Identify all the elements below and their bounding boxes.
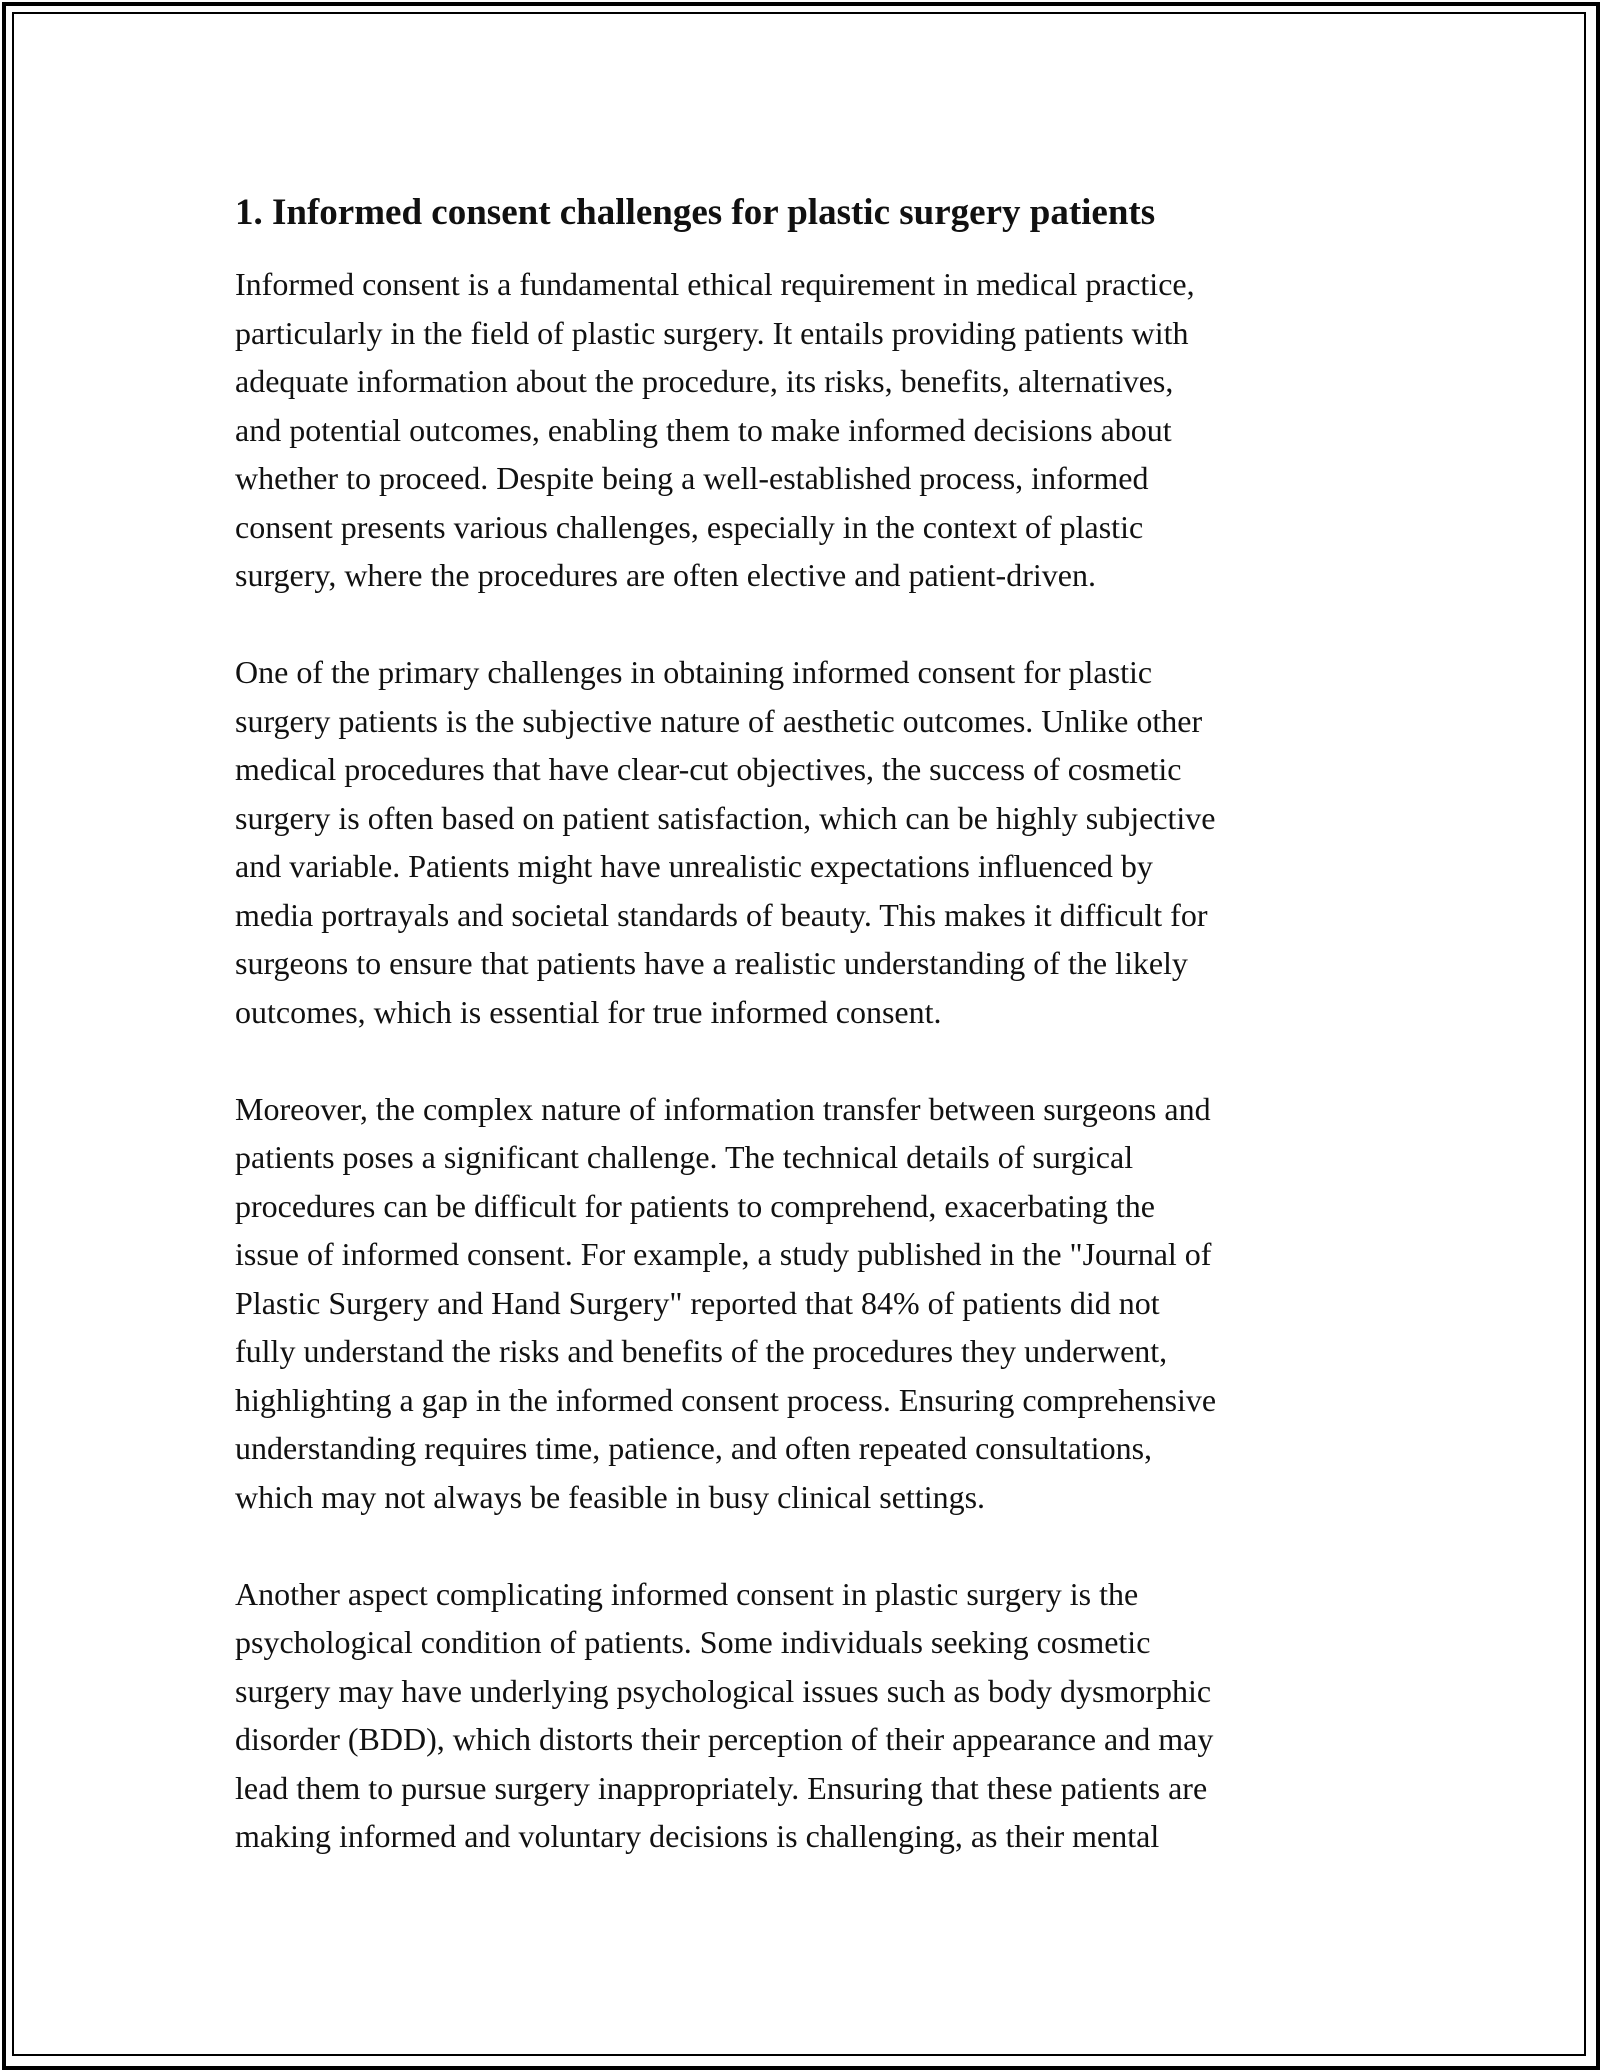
text-line: understanding requires time, patience, and often repeated consultations, bbox=[235, 1430, 1153, 1466]
text-line: Plastic Surgery and Hand Surgery" reported that 84% of patients did not bbox=[235, 1284, 1160, 1321]
text-line: which may not always be feasible in busy clinical settings. bbox=[235, 1478, 986, 1515]
text-line: surgery patients is the subjective nature of aesthetic outcomes. Unlike other bbox=[235, 702, 1203, 739]
text-line: surgery is often based on patient satisfaction, which can be highly subjective bbox=[235, 799, 1216, 836]
text-line: particularly in the field of plastic surgery. It entails providing patients with bbox=[235, 314, 1189, 351]
text-line: issue of informed consent. For example, a study published in the "Journal of bbox=[235, 1236, 1212, 1272]
text-line: disorder (BDD), which distorts their perception of their appearance and may bbox=[235, 1721, 1214, 1757]
text-line: surgery may have underlying psychological issues such as body dysmorphic bbox=[235, 1672, 1212, 1709]
text-line: consent presents various challenges, especially in the context of plastic bbox=[235, 508, 1144, 545]
text-line: fully understand the risks and benefits of the procedures they underwent, bbox=[235, 1333, 1168, 1369]
document-body bbox=[235, 188, 1375, 1909]
text-line: media portrayals and societal standards of beauty. This makes it difficult for bbox=[235, 896, 1208, 933]
text-line: surgeons to ensure that patients have a realistic understanding of the likely bbox=[235, 945, 1188, 981]
text-line: psychological condition of patients. Some individuals seeking cosmetic bbox=[235, 1624, 1151, 1660]
text-line: medical procedures that have clear-cut objectives, the success of cosmetic bbox=[235, 751, 1182, 787]
paragraph-1 bbox=[235, 260, 1375, 600]
text-line: and potential outcomes, enabling them to make informed decisions about bbox=[235, 411, 1172, 448]
text-line: adequate information about the procedure, its risks, benefits, alternatives, bbox=[235, 363, 1174, 399]
text-line: procedures can be difficult for patients to comprehend, exacerbating the bbox=[235, 1187, 1155, 1224]
text-line: whether to proceed. Despite being a well-established process, informed bbox=[235, 460, 1149, 496]
text-line: and variable. Patients might have unrealistic expectations influenced by bbox=[235, 848, 1153, 884]
text-line: surgery, where the procedures are often elective and patient-driven. bbox=[235, 557, 1096, 593]
text-line: Another aspect complicating informed consent in plastic surgery is the bbox=[235, 1575, 1139, 1612]
text-line: making informed and voluntary decisions is challenging, as their mental bbox=[235, 1818, 1160, 1854]
section-heading: 1. Informed consent challenges for plastic surgery patients bbox=[235, 192, 1156, 233]
text-line: highlighting a gap in the informed consent process. Ensuring comprehensive bbox=[235, 1381, 1217, 1418]
text-line: One of the primary challenges in obtaining informed consent for plastic bbox=[235, 654, 1153, 690]
paragraph-2 bbox=[235, 648, 1375, 1036]
text-line: outcomes, which is essential for true informed consent. bbox=[235, 993, 942, 1030]
text-line: Informed consent is a fundamental ethical requirement in medical practice, bbox=[235, 266, 1195, 302]
paragraph-4 bbox=[235, 1570, 1375, 1861]
text-line: lead them to pursue surgery inappropriately. Ensuring that these patients are bbox=[235, 1769, 1208, 1806]
text-line: patients poses a significant challenge. The technical details of surgical bbox=[235, 1139, 1134, 1175]
text-line: Moreover, the complex nature of information transfer between surgeons and bbox=[235, 1090, 1211, 1127]
paragraph-3 bbox=[235, 1085, 1375, 1522]
